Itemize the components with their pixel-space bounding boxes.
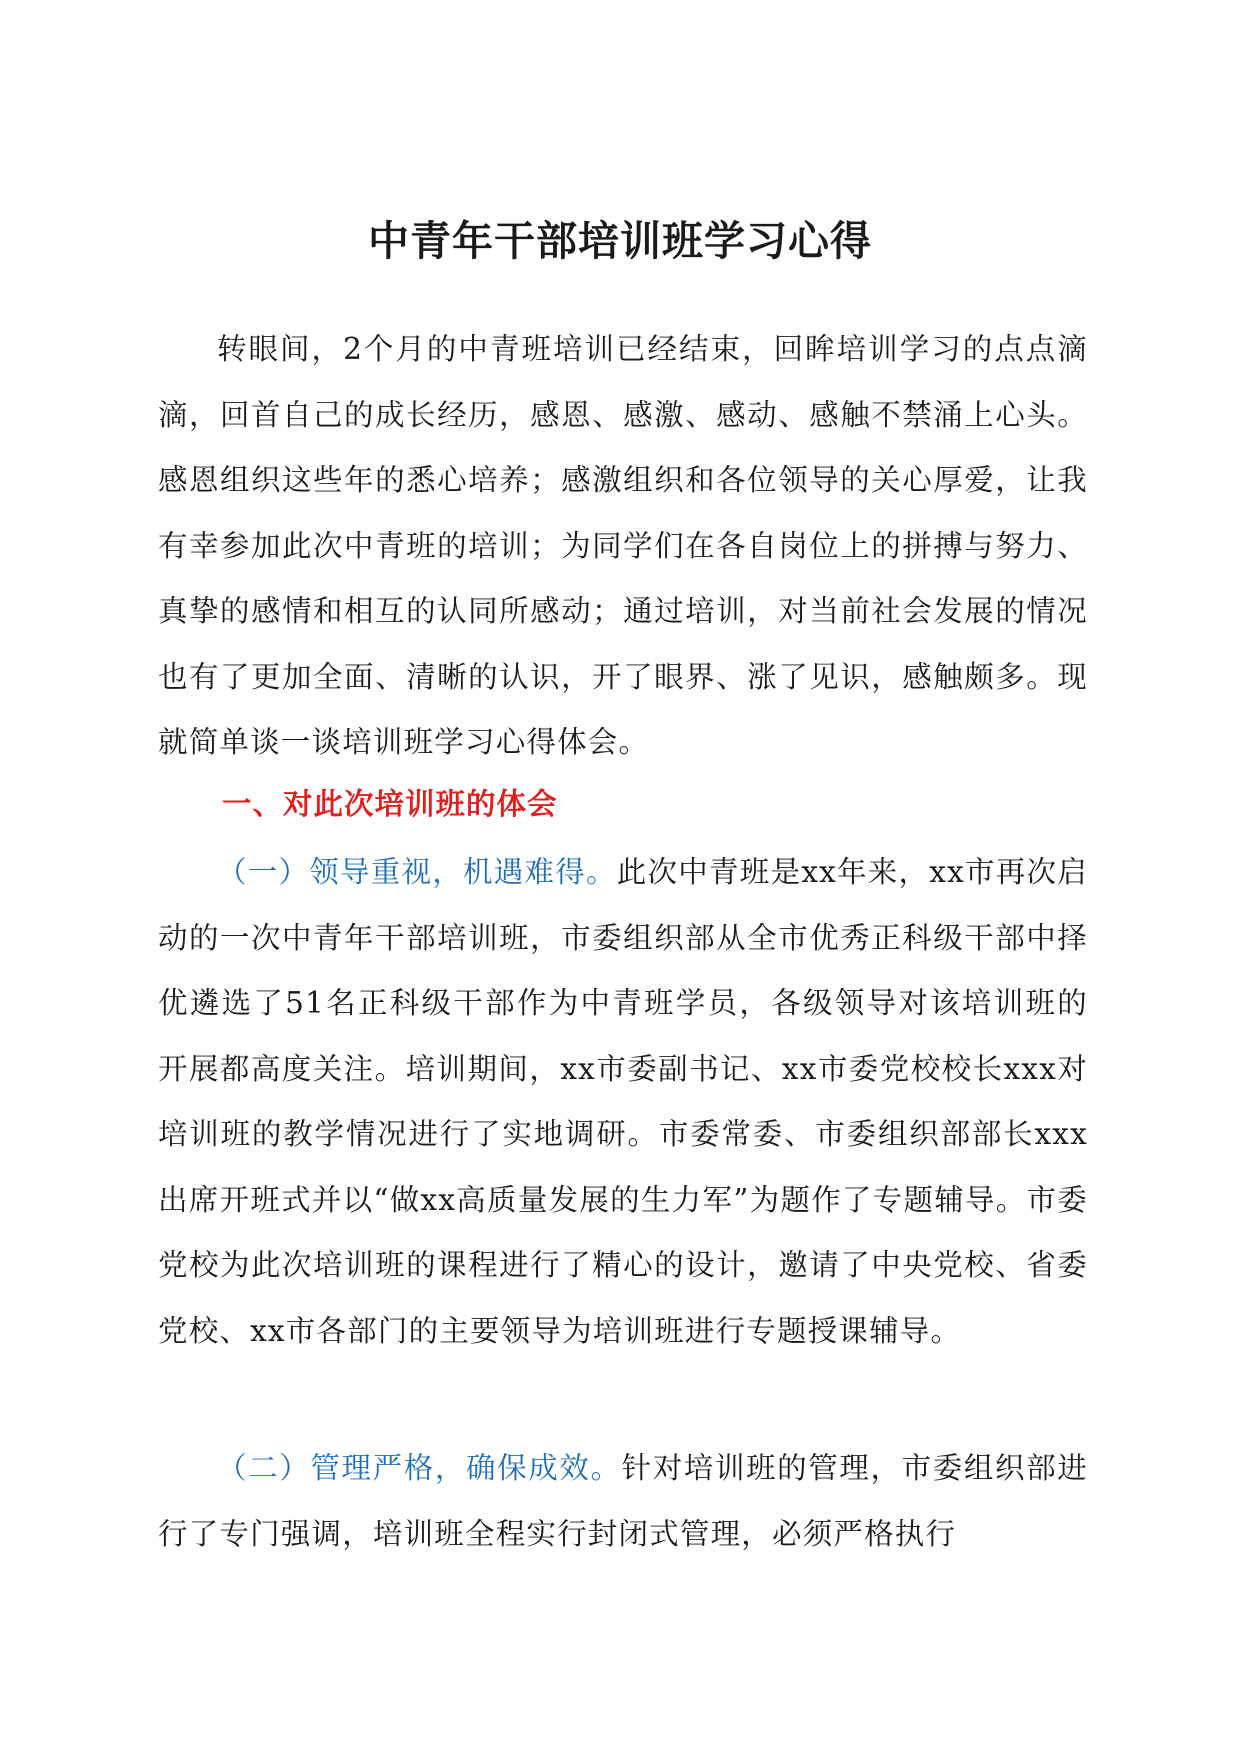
- document-title: 中青年干部培训班学习心得: [368, 217, 872, 265]
- subheading-1: （一）领导重视，机遇难得。: [217, 855, 617, 889]
- paragraph-section-1-2-text: 针对培训班的管理，市委组织部进行了专门强调，培训班全程实行封闭式管理，必须严格执行: [158, 1451, 1088, 1551]
- section-heading-1: 一、对此次培训班的体会: [222, 787, 558, 821]
- paragraph-section-1-2: [158, 1436, 1088, 1567]
- paragraph-section-1-1-content: [158, 840, 1088, 1364]
- paragraph-section-1-2-content: [158, 1436, 1088, 1567]
- subheading-2: （二）管理严格，确保成效。: [217, 1451, 622, 1485]
- paragraph-section-1-1: [158, 840, 1088, 1364]
- paragraph-section-1-1-text: 此次中青班是xx年来，xx市再次启动的一次中青年干部培训班，市委组织部从全市优秀正科级干部中择优遴选了51名正科级干部作为中青班学员，各级领导对该培训班的开展都高度关注。培训期间，xx市委副书记、xx市委党校校长xxx对培训班的教学情况进行了实地调研。市委常委、市委组织部部长xxx出席开班式并以“做xx高质量发展的生力军”为题作了专题辅导。市委党校为此次培训班的课程进行了精心的设计，邀请了中央党校、省委党校、xx市各部门的主要领导为培训班进行专题授课辅导。: [158, 855, 1088, 1348]
- paragraph-intro: [158, 317, 1088, 776]
- paragraph-intro-text: 转眼间，2个月的中青班培训已经结束，回眸培训学习的点点滴滴，回首自己的成长经历，感恩、感激、感动、感触不禁涌上心头。感恩组织这些年的悉心培养；感激组织和各位领导的关心厚爱，让我有幸参加此次中青班的培训；为同学们在各自岗位上的拼搏与努力、真挚的感情和相互的认同所感动；通过培训，对当前社会发展的情况也有了更加全面、清晰的认识，开了眼界、涨了见识，感触颇多。现就简单谈一谈培训班学习心得体会。: [158, 332, 1088, 759]
